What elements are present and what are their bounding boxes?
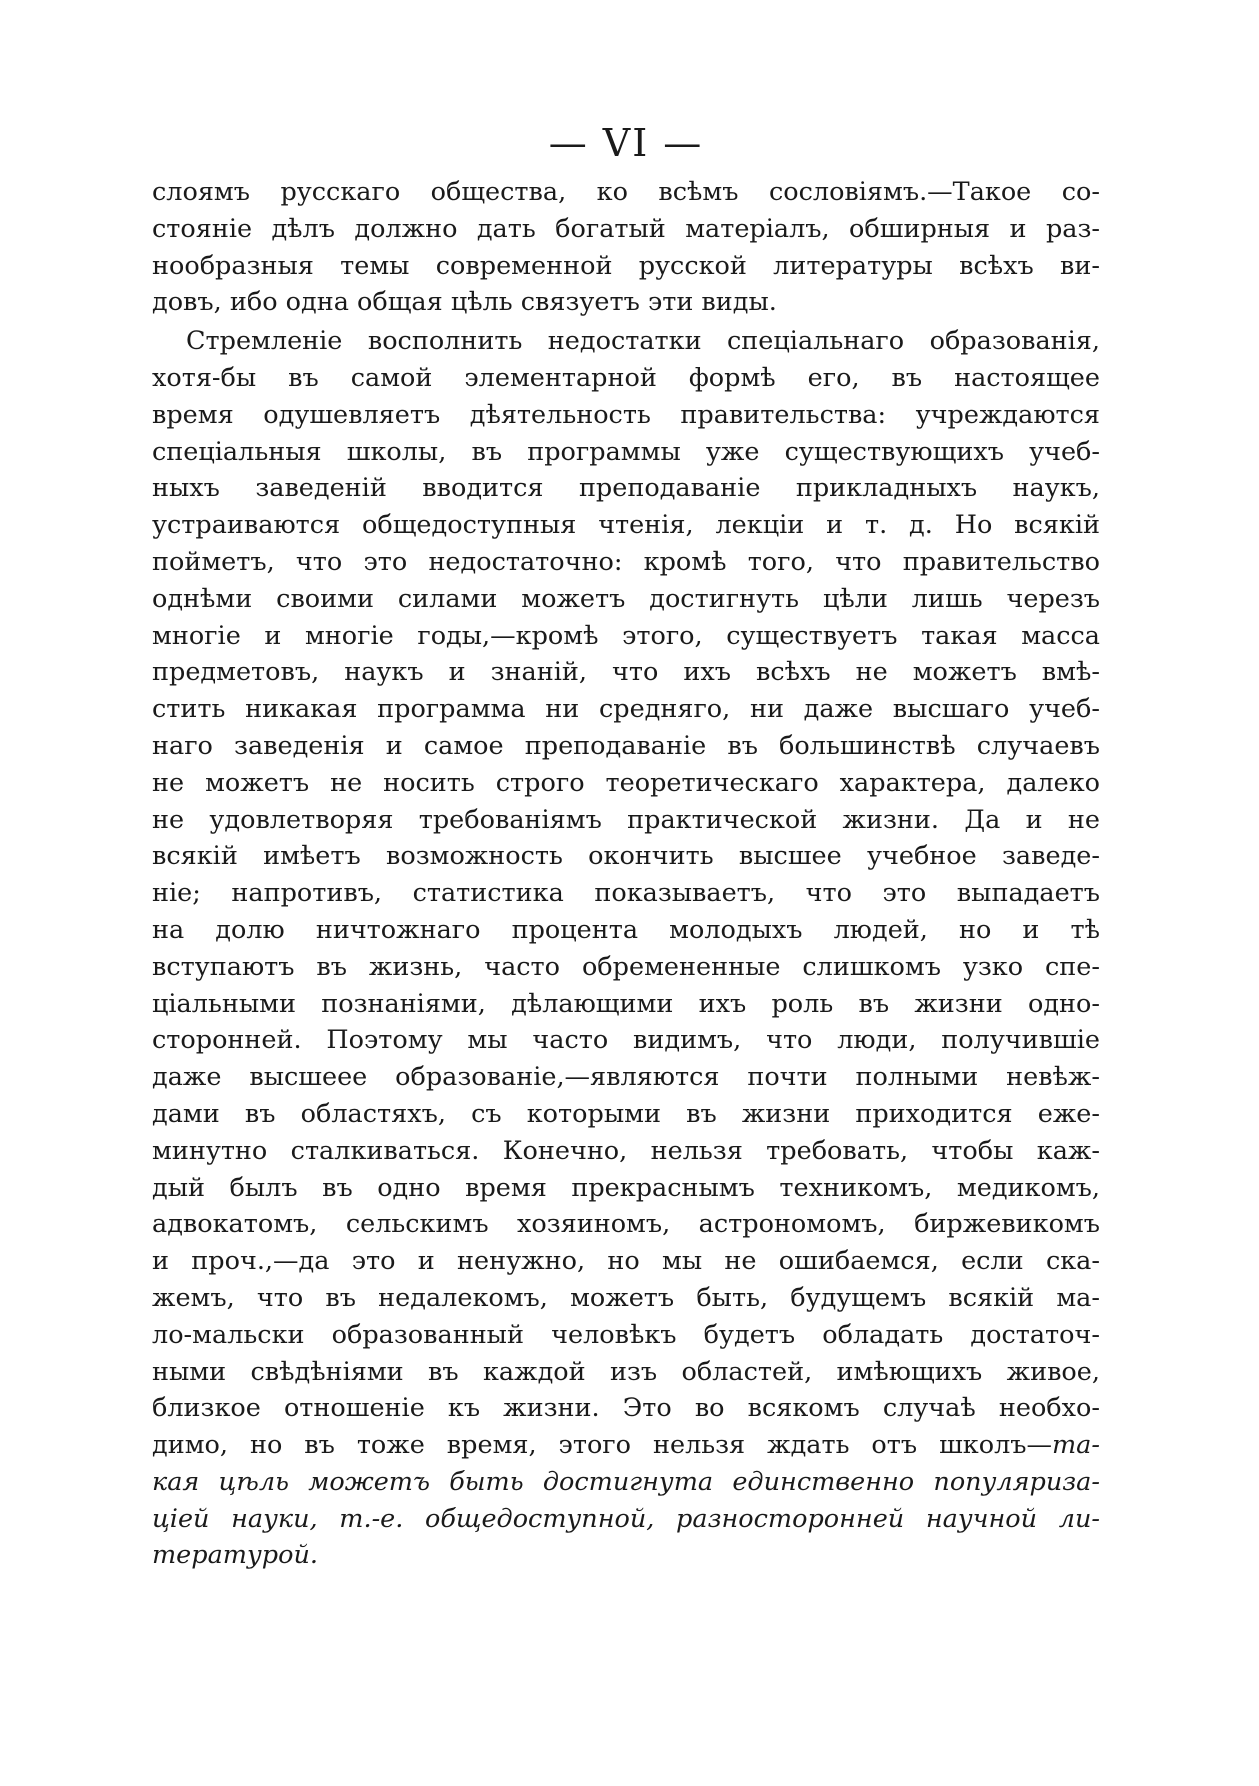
text-line: Стремленіе восполнить недостатки спеціальнаго образованія, <box>186 326 1100 357</box>
text-line: даже высшеее образованіе,—являются почти полными невѣж- <box>152 1062 1100 1093</box>
italic-tail: та- <box>1052 1430 1100 1461</box>
text-line: хотя-бы въ самой элементарной формѣ его, въ настоящее <box>152 362 1100 393</box>
text-line: слоямъ русскаго общества, ко всѣмъ сословіямъ.—Такое со- <box>152 177 1100 207</box>
text-line-mixed <box>152 1427 1100 1464</box>
book-page <box>152 120 1100 1574</box>
text-line: довъ, ибо одна общая цѣль связуетъ эти виды. <box>152 287 777 318</box>
text-line: нообразныя темы современной русской литературы всѣхъ ви- <box>152 250 1100 281</box>
text-line: ціальными познаніями, дѣлающими ихъ роль въ жизни одно- <box>152 988 1100 1019</box>
text-line: стояніе дѣлъ должно дать богатый матеріалъ, обширныя и раз- <box>152 213 1100 244</box>
text-line: спеціальныя школы, въ программы уже существующихъ учеб- <box>152 436 1100 467</box>
paragraph-1 <box>152 174 1100 321</box>
text-line: близкое отношеніе къ жизни. Это во всякомъ случаѣ необхо- <box>152 1393 1100 1424</box>
text-line: ніе; напротивъ, статистика показываетъ, что это выпадаетъ <box>152 878 1100 909</box>
text-line: минутно сталкиваться. Конечно, нельзя требовать, чтобы каж- <box>152 1135 1100 1166</box>
text-line: не можетъ не носить строго теоретическаго характера, далеко <box>152 767 1100 798</box>
italic-line: тературой. <box>152 1540 318 1571</box>
text-line: ныхъ заведеній вводится преподаваніе прикладныхъ наукъ, <box>152 473 1100 504</box>
text-line: дами въ областяхъ, съ которыми въ жизни приходится еже- <box>152 1098 1100 1129</box>
text-line: не удовлетворяя требованіямъ практической жизни. Да и не <box>152 804 1100 835</box>
text-line: пойметъ, что это недостаточно: кромѣ того, что правительство <box>152 546 1100 577</box>
text-line: на долю ничтожнаго процента молодыхъ людей, но и тѣ <box>152 914 1100 945</box>
text-line: стить никакая программа ни средняго, ни даже высшаго учеб- <box>152 694 1100 725</box>
text-line: предметовъ, наукъ и знаній, что ихъ всѣхъ не можетъ вмѣ- <box>152 657 1100 688</box>
text-line: сторонней. Поэтому мы часто видимъ, что люди, получившіе <box>152 1025 1100 1056</box>
italic-line: ціей науки, т.-е. общедоступной, разносторонней научной ли- <box>152 1503 1100 1534</box>
italic-line: кая цѣль можетъ быть достигнута единственно популяриза- <box>152 1466 1100 1497</box>
text-line: ло-мальски образованный человѣкъ будетъ обладать достаточ- <box>152 1319 1100 1350</box>
text-line: однѣми своими силами можетъ достигнуть цѣли лишь черезъ <box>152 583 1100 614</box>
text-line: дый былъ въ одно время прекраснымъ техникомъ, медикомъ, <box>152 1172 1100 1203</box>
text-line: время одушевляетъ дѣятельность правительства: учреждаются <box>152 399 1100 430</box>
text-line: и проч.,—да это и ненужно, но мы не ошибаемся, если ска- <box>152 1246 1100 1277</box>
text-line: жемъ, что въ недалекомъ, можетъ быть, будущемъ всякій ма- <box>152 1282 1100 1313</box>
text-line: многіе и многіе годы,—кромѣ этого, существуетъ такая масса <box>152 620 1100 651</box>
text-line: устраиваются общедоступныя чтенія, лекціи и т. д. Но всякій <box>152 510 1100 541</box>
page-number: — VI — <box>548 121 704 165</box>
text-line: ными свѣдѣніями въ каждой изъ областей, имѣющихъ живое, <box>152 1356 1100 1387</box>
paragraph-2 <box>152 323 1100 1574</box>
text-line-roman-part: димо, но въ тоже время, этого нельзя ждать отъ школъ— <box>152 1430 1052 1461</box>
text-line: вступаютъ въ жизнь, часто обремененные слишкомъ узко спе- <box>152 951 1100 982</box>
text-line: наго заведенія и самое преподаваніе въ большинствѣ случаевъ <box>152 730 1100 761</box>
text-line: всякій имѣетъ возможность окончить высшее учебное заведе- <box>152 841 1100 872</box>
text-line: адвокатомъ, сельскимъ хозяиномъ, астрономомъ, биржевикомъ <box>152 1209 1100 1240</box>
